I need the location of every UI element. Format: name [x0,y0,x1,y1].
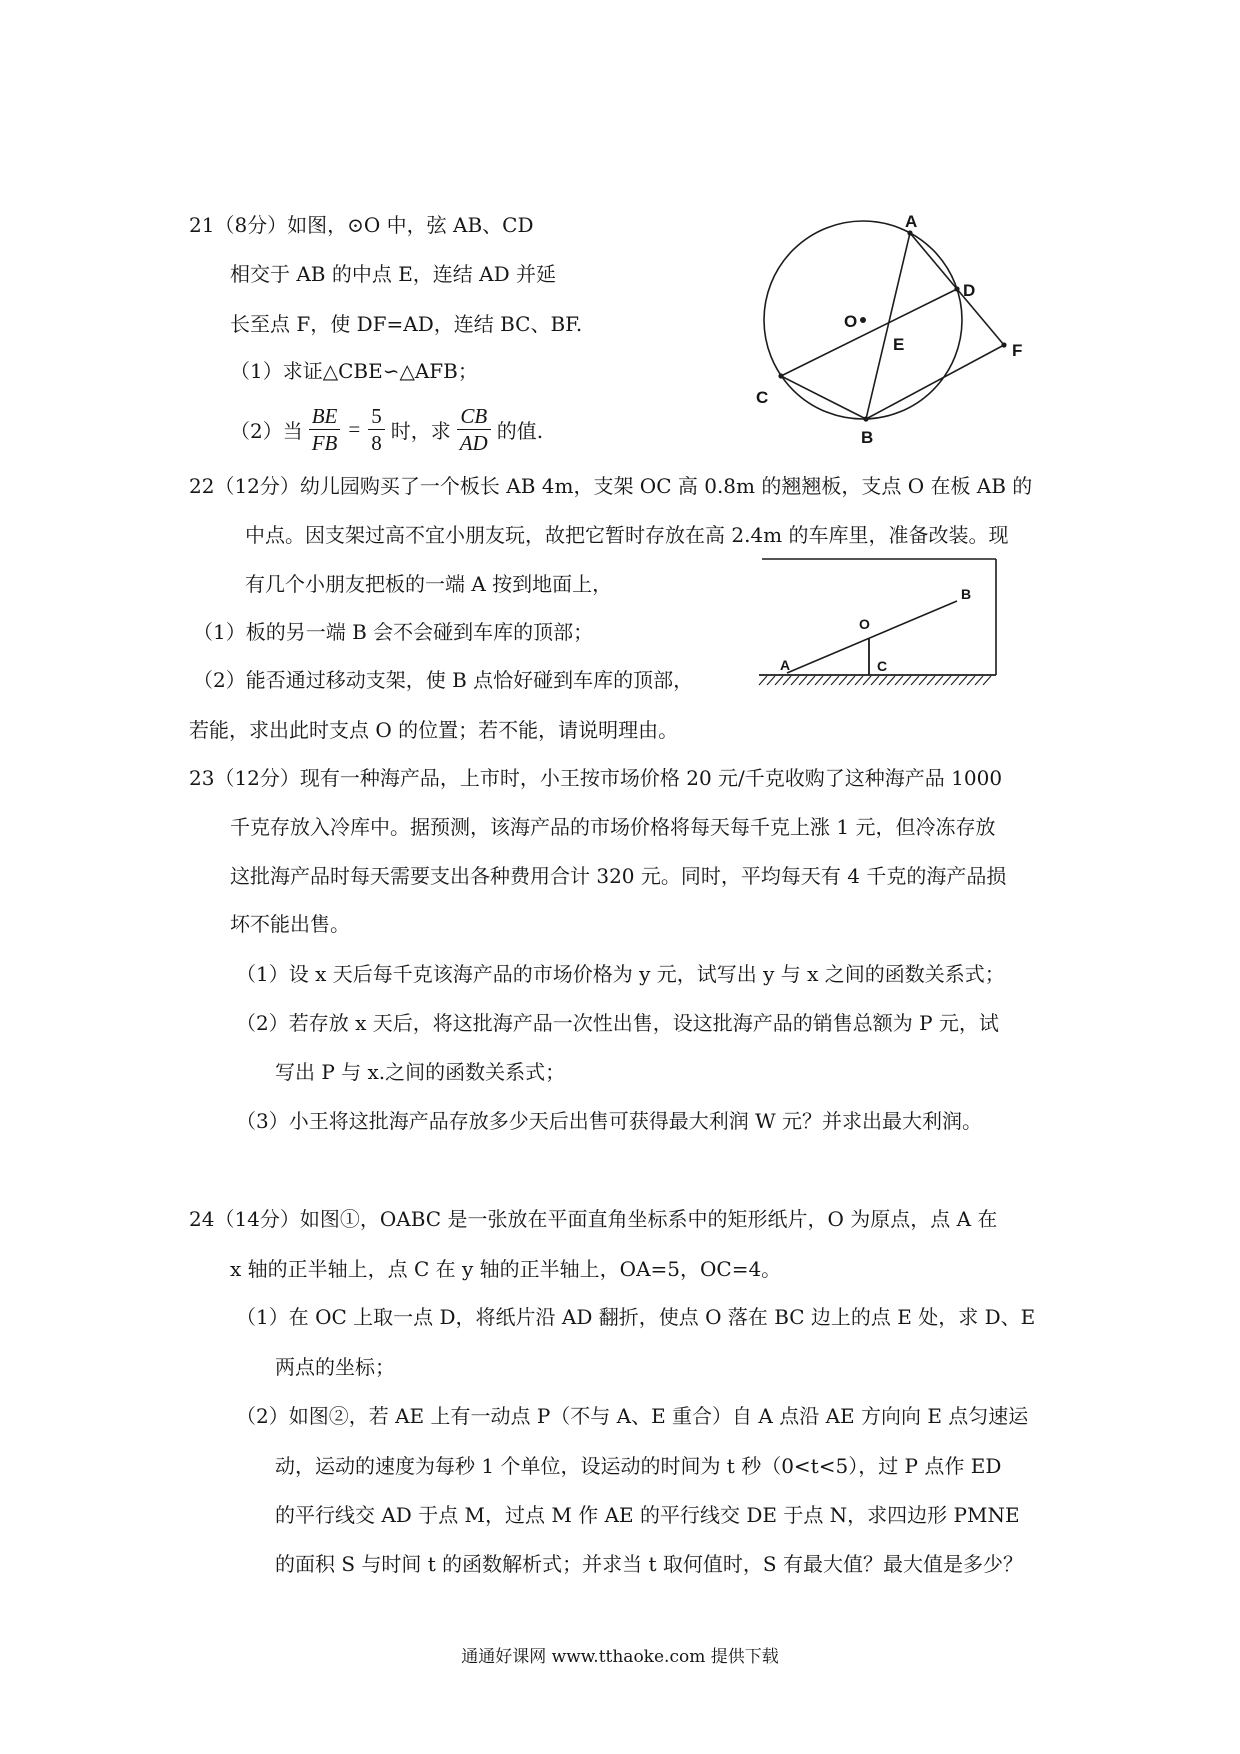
segment-cb [781,376,866,419]
label-f: F [1012,341,1023,360]
q21-circle-figure [740,200,1050,460]
point-f [1001,342,1006,347]
q22-seesaw-figure [750,545,1010,695]
q21-line-1: 21（8分）如图，⊙O 中，弦 AB、CD [189,213,534,237]
fraction-denominator: AD [459,430,488,455]
hatch-mark [847,676,855,685]
hatch-mark [935,676,943,685]
q24-part2-cont-2: 的平行线交 AD 于点 M，过点 M 作 AE 的平行线交 DE 于点 N，求四边形 PMNE [275,1503,1020,1527]
hatch-mark [871,676,879,685]
hatch-mark [831,676,839,685]
hatch-mark [895,676,903,685]
hatch-mark [799,676,807,685]
hatch-mark [855,676,863,685]
q23-line-4: 坏不能出售。 [230,912,350,936]
page-footer: 通通好课网 www.tthaoke.com 提供下载 [461,1647,779,1667]
q21-line-3: 长至点 F，使 DF=AD，连结 BC、BF. [230,312,583,336]
q23-line-2: 千克存放入冷库中。据预测，该海产品的市场价格将每天每千克上涨 1 元，但冷冻存放 [230,815,996,839]
hatch-mark [903,676,911,685]
q24-line-1: 24（14分）如图①，OABC 是一张放在平面直角坐标系中的矩形纸片，O 为原点，点 A 在 [189,1207,998,1231]
q22-part2-cont: 若能，求出此时支点 O 的位置；若不能，请说明理由。 [189,718,679,742]
fraction-5-8 [368,404,385,455]
hatch-mark [951,676,959,685]
hatch-mark [975,676,983,685]
hatch-mark [863,676,871,685]
hatch-mark [911,676,919,685]
hatch-mark [919,676,927,685]
q21-part2-prefix: （2）当 [230,418,303,443]
chord-cd [781,289,957,376]
q21-part2 [230,400,543,458]
fraction-denominator: 8 [371,430,382,455]
q22-line-1: 22（12分）幼儿园购买了一个板长 AB 4m，支架 OC 高 0.8m 的翘翘板，支点 O 在板 AB 的 [189,474,1033,498]
point-b [863,416,868,421]
hatch-mark [839,676,847,685]
label-o: O [859,616,870,632]
point-a [907,230,912,235]
hatch-mark [879,676,887,685]
hatch-mark [783,676,791,685]
hatch-mark [927,676,935,685]
segment-bf [866,345,1004,419]
hatch-mark [967,676,975,685]
fraction-cb-ad [457,404,491,455]
q21-part2-middle: 时，求 [390,418,451,443]
q24-part2-cont-3: 的面积 S 与时间 t 的函数解析式；并求当 t 取何值时，S 有最大值？最大值是多少？ [275,1552,1023,1576]
fraction-be-fb [309,404,341,455]
q22-part1: （1）板的另一端 B 会不会碰到车库的顶部； [193,620,594,644]
label-c: C [756,388,769,407]
q24-line-2: x 轴的正半轴上，点 C 在 y 轴的正半轴上，OA=5，OC=4。 [230,1257,782,1281]
q24-part2-cont-1: 动，运动的速度为每秒 1 个单位，设运动的时间为 t 秒（0<t<5），过 P 点作 ED [275,1454,1002,1478]
q23-line-3: 这批海产品时每天需要支出各种费用合计 320 元。同时，平均每天有 4 千克的海产品损 [230,864,1007,888]
label-d: D [963,281,976,300]
hatch-mark [959,676,967,685]
board-ab [787,601,957,673]
point-o [860,317,866,323]
equals-sign: = [348,416,361,441]
hatch-mark [767,676,775,685]
hatch-mark [775,676,783,685]
q23-part1: （1）设 x 天后每千克该海产品的市场价格为 y 元，试写出 y 与 x 之间的函数关系式； [236,962,1005,986]
point-c [778,373,783,378]
q23-part2: （2）若存放 x 天后，将这批海产品一次性出售，设这批海产品的销售总额为 P 元，试 [236,1011,999,1035]
label-o: O [844,312,858,331]
hatch-mark [815,676,823,685]
hatch-mark [807,676,815,685]
label-a: A [780,657,791,673]
q22-part2: （2）能否通过移动支架，使 B 点恰好碰到车库的顶部， [193,668,694,692]
q23-part2-cont: 写出 P 与 x.之间的函数关系式； [275,1060,566,1084]
hatch-mark [943,676,951,685]
fraction-numerator: 5 [371,403,382,428]
ground-hatching [759,676,991,685]
q22-line-2: 中点。因支架过高不宜小朋友玩，故把它暂时存放在高 2.4m 的车库里，准备改装。现 [245,523,1009,547]
fraction-denominator: FB [311,430,338,455]
q23-line-1: 23（12分）现有一种海产品，上市时，小王按市场价格 20 元/千克收购了这种海产品 1000 [189,766,1003,790]
hatch-mark [887,676,895,685]
q21-line-2: 相交于 AB 的中点 E，连结 AD 并延 [230,262,557,286]
q21-part2-suffix: 的值. [496,418,544,443]
label-b: B [861,428,874,447]
label-c: C [877,658,888,674]
q21-part1: （1）求证△CBE∽△AFB； [230,359,478,383]
fraction-numerator: CB [460,403,488,428]
hatch-mark [983,676,991,685]
point-d [954,286,959,291]
label-b: B [961,586,972,602]
q24-part2: （2）如图②，若 AE 上有一动点 P（不与 A、E 重合）自 A 点沿 AE 方向向 E 点匀速运 [236,1404,1029,1428]
hatch-mark [823,676,831,685]
label-e: E [893,335,905,354]
q22-line-3: 有几个小朋友把板的一端 A 按到地面上， [245,572,613,596]
q23-part3: （3）小王将这批海产品存放多少天后出售可获得最大利润 W 元？并求出最大利润。 [236,1109,982,1133]
fraction-numerator: BE [311,403,338,428]
q24-part1-cont: 两点的坐标； [275,1355,395,1379]
label-a: A [905,212,918,231]
q24-part1: （1）在 OC 上取一点 D，将纸片沿 AD 翻折，使点 O 落在 BC 边上的点 E 处，求 D、E [236,1305,1036,1329]
hatch-mark [791,676,799,685]
chord-ab [866,233,910,419]
hatch-mark [759,676,767,685]
